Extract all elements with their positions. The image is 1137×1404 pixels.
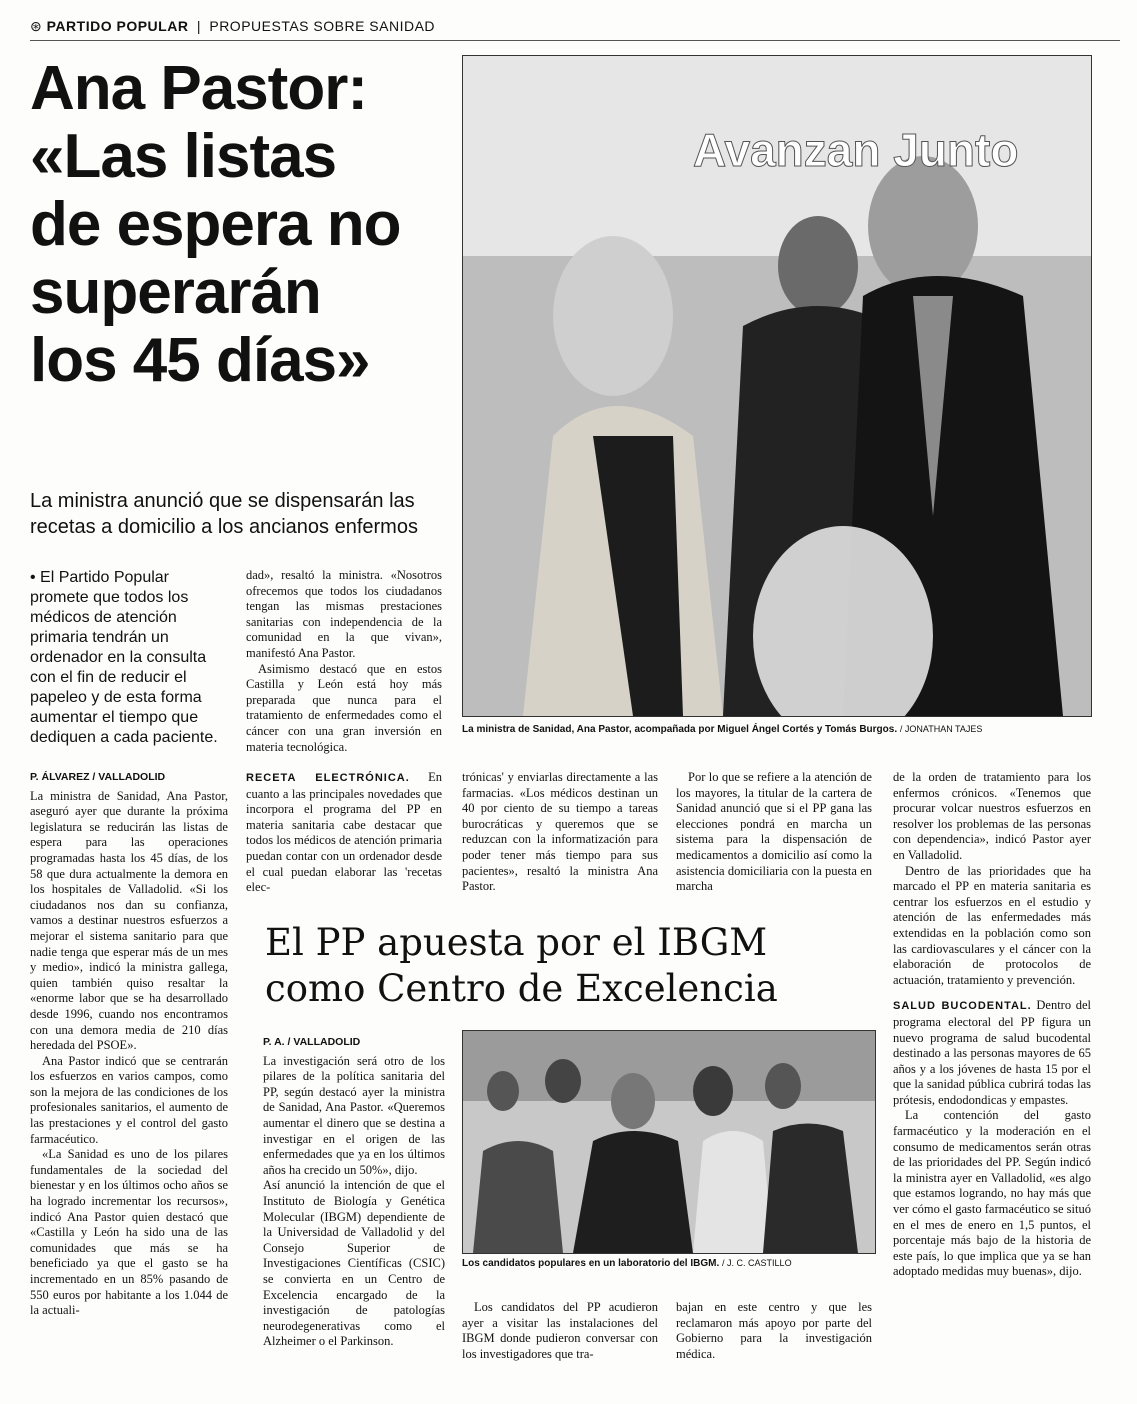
section-topic: PROPUESTAS SOBRE SANIDAD (209, 18, 436, 34)
byline: P. A. / VALLADOLID (263, 1036, 361, 1048)
lead-column-2 (246, 568, 442, 755)
kicker: SALUD BUCODENTAL. (893, 1000, 1032, 1013)
paragraph: La contención del gasto farmacéutico y la moderación en el consumo de medicamentos serán otras de las prioridades del PP. Según indicó la ministra ayer en Valladolid, «es algo que estamos logrando, no hay más que ver cómo el gasto farmacéutico se situó en el mes de enero en 1,5 puntos, el porcentaje más bajo de la historia de este país, lo que implica que ya se han adoptado medidas muy buenas», dijo. (893, 1108, 1091, 1279)
paragraph: dad», resaltó la ministra. «Nosotros ofrecemos que todos los ciudadanos tengan las mismas prestaciones sanitarias con independencia de la comunidad en la que vivan», manifestó Ana Pastor. (246, 568, 442, 660)
lead-paragraph: • El Partido Popular promete que todos los médicos de atención primaria tendrán un ordenador en la consulta con el fin de reducir el papeleo y de esta forma aumentar el tiempo que dediquen a cada paciente. (30, 569, 218, 746)
section-name: PARTIDO POPULAR (46, 18, 189, 34)
paragraph (246, 770, 442, 896)
paragraph: Por lo que se refiere a la atención de los mayores, la titular de la cartera de Sanidad anunció que si el PP gana las elecciones pondrá en marcha un sistema para la dispensación de medicamentos a domicilio así como la asistencia domiciliaria con la puesta en marcha (676, 770, 872, 894)
paragraph: trónicas' y enviarlas directamente a las farmacias. «Los médicos destinan un 40 por ciento de su tiempo a tareas burocráticas y queremos que se reduzcan con la informatización para poder tener más tiempo para sus pacientes», resaltó la ministra Ana Pastor. (462, 770, 658, 894)
paragraph: La ministra de Sanidad, Ana Pastor, aseguró ayer que durante la próxima legislatura se reducirán las listas de espera para las operaciones programadas hasta los 45 días, de los 58 que dura actualmente la demora en los hospitales de Valladolid. «Si los ciudadanos nos dan su confianza, vamos a destinar nuestros esfuerzos a mejorar el sistema sanitario para que nadie tenga que esperar más de un mes y medio», indicó la ministra gallega, quien también quiso resaltar la «enorme labor que se ha desarrollado desde 1996, cuando nos encontramos con una demora media de 210 días heredada del PSOE». (30, 788, 228, 1053)
subheadline: La ministra anunció que se dispensarán las recetas a domicilio a los ancianos enfermos (30, 490, 418, 538)
caption-text: Los candidatos populares en un laboratorio del IBGM. (462, 1258, 720, 1269)
headline-line: los 45 días» (30, 326, 370, 395)
photo-caption (462, 724, 1102, 735)
secondary-headline (265, 920, 885, 1012)
headline-line: de espera no (30, 190, 401, 259)
kicker: RECETA ELECTRÓNICA. (246, 772, 410, 784)
paragraph-text: En cuanto a las principales novedades que incorpora el programa del PP en materia sanitaria cabe destacar que todos los médicos de atención primaria puedan contar con un ordenador desde el cual puedan elaborar las 'recetas elec- (246, 770, 443, 895)
body-column-4 (676, 770, 872, 895)
paragraph: de la orden de tratamiento para los enfermos crónicos. «Tenemos que procurar volcar nuestros esfuerzos en resolver los problemas de las personas con dependencia», indicó Pastor ayer en Valladolid. (893, 770, 1091, 862)
paragraph: Así anunció la intención de que el Instituto de Biología y Genética Molecular (IBGM) dependiente de la Universidad de Valladolid y del Consejo Superior de Investigaciones Científicas (CSIC) se convierta en un Centro de Excelencia encargado de la investigación de patologías neurodegenerativas como el Alzheimer o el Parkinson. (263, 1178, 445, 1349)
section-icon: ⊛ (30, 18, 47, 34)
photo-credit: / J. C. CASTILLO (722, 1258, 792, 1268)
paragraph: La investigación será otro de los pilares de la política sanitaria del PP, según destacó ayer la ministra de Sanidad, Ana Pastor. «Queremos aumentar el dinero que se destina a investigar en el origen de las enfermedades que ya en los últimos años ha crecido un 50%», dijo. (263, 1053, 445, 1177)
paragraph: Los candidatos del PP acudieron ayer a visitar las instalaciones del IBGM donde pudieron conversar con los investigadores que tra- (462, 1300, 658, 1361)
headline-line: como Centro de Excelencia (265, 967, 778, 1010)
lab-photo (462, 1030, 876, 1254)
byline: P. ÁLVAREZ / VALLADOLID (30, 771, 166, 783)
paragraph: bajan en este centro y que les reclamaron más apoyo por parte del Gobierno para la investigación médica. (676, 1300, 872, 1361)
main-headline (30, 55, 450, 395)
section-header (30, 18, 1120, 41)
story2-column (263, 1035, 445, 1350)
headline-line: El PP apuesta por el IBGM (265, 921, 768, 964)
headline-line: Ana Pastor: (30, 54, 367, 123)
headline-line: «Las listas (30, 122, 337, 191)
paragraph: Dentro de las prioridades que ha marcado el PP en materia sanitaria es centrar los esfuerzos en el estudio y atención de las enfermedades más extendidas en la población como son las cardiovasculares y el cáncer con la elaboración de protocolos de actuación, tratamiento y prevención. (893, 863, 1091, 987)
body-column-5 (893, 770, 1091, 1280)
body-column-1 (30, 770, 228, 1319)
paragraph (893, 998, 1091, 1108)
caption-text: La ministra de Sanidad, Ana Pastor, acompañada por Miguel Ángel Cortés y Tomás Burgos. (462, 724, 898, 735)
header-separator: | (196, 18, 201, 34)
paragraph-text: Dentro del programa electoral del PP figura un nuevo programa de salud bucodental destinado a las personas mayores de 65 años y a los jóvenes de hasta 15 por el que la sanidad pública cubrirá todas las prótesis, endodondicas y empastes. (893, 998, 1092, 1107)
lab-photo-caption (462, 1258, 882, 1269)
paragraph: «La Sanidad es uno de los pilares fundamentales de la sociedad del bienestar y en los últimos ocho años se ha logrado incrementar los recursos», indicó Ana Pastor quien destacó que «Castilla y León ha sido una de las comunidades que más se ha beneficiado ya que el gasto se ha incrementado en un 85% pasando de 550 euros por habitante a los 1.044 de la actuali- (30, 1147, 228, 1318)
body-column-3 (462, 770, 658, 895)
story2-bottom-1 (462, 1300, 658, 1362)
paragraph: Ana Pastor indicó que se centrarán los esfuerzos en varios campos, como son la mejora de las condiciones de los profesionales sanitarios, el aumento de las prestaciones y el control del gasto farmacéutico. (30, 1053, 228, 1146)
banner-text: Avanzan Junto (693, 124, 1019, 176)
photo-credit: / JONATHAN TAJES (899, 724, 983, 734)
headline-line: superarán (30, 258, 321, 327)
story2-bottom-2 (676, 1300, 872, 1362)
body-column-2 (246, 770, 442, 896)
main-photo (462, 55, 1092, 717)
paragraph: Asimismo destacó que en estos Castilla y León está hoy más preparada que nunca para el tratamiento de enfermedades como el cáncer con una gran inversión en materia tecnológica. (246, 661, 442, 754)
